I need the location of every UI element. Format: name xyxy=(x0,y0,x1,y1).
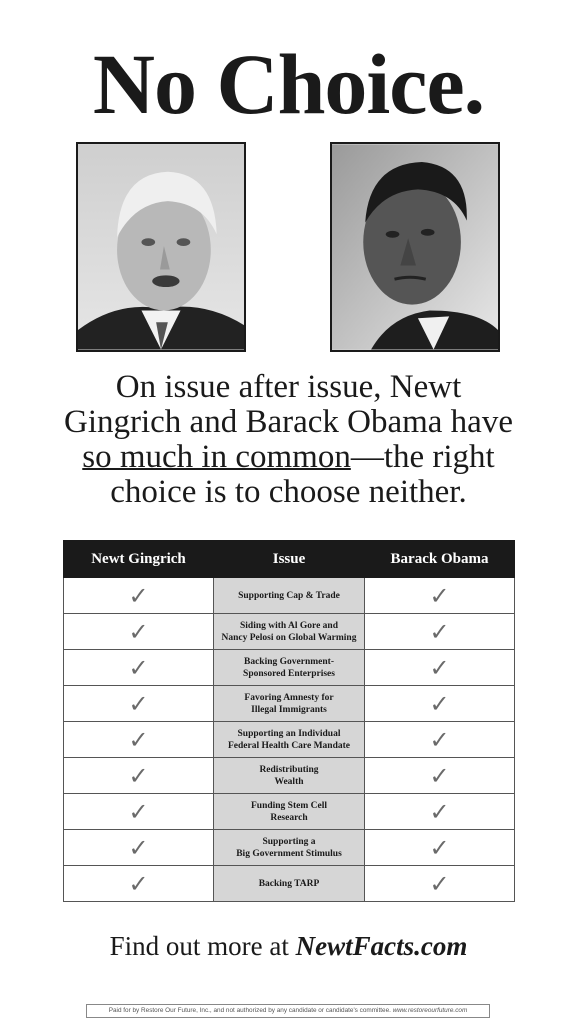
comparison-table xyxy=(63,540,515,902)
tagline-line-4: choice is to choose neither. xyxy=(110,474,467,510)
obama-check-icon: ✓ xyxy=(365,578,515,614)
issue-cell xyxy=(214,614,365,650)
issue-cell xyxy=(214,650,365,686)
issue-line-2: Wealth xyxy=(274,776,304,787)
table-row xyxy=(64,722,515,758)
issue-cell xyxy=(214,686,365,722)
issue-line-1: Backing Government- xyxy=(244,656,334,667)
obama-check-icon: ✓ xyxy=(365,758,515,794)
table-row xyxy=(64,830,515,866)
issue-cell xyxy=(214,722,365,758)
issue-cell xyxy=(214,578,365,614)
paid-for-disclaimer xyxy=(86,1004,490,1018)
issue-line-2: Research xyxy=(270,812,308,823)
portrait-left-image xyxy=(78,144,244,350)
header-barack-obama: Barack Obama xyxy=(365,541,515,578)
table-row xyxy=(64,758,515,794)
gingrich-check-icon: ✓ xyxy=(64,830,214,866)
obama-check-icon: ✓ xyxy=(365,614,515,650)
photo-barack-obama xyxy=(330,142,500,352)
table-row xyxy=(64,614,515,650)
issue-line-1: Supporting an Individual xyxy=(237,728,341,739)
cta-website: NewtFacts.com xyxy=(295,931,468,961)
issue-line-1: Redistributing xyxy=(259,764,319,775)
gingrich-check-icon: ✓ xyxy=(64,722,214,758)
obama-check-icon: ✓ xyxy=(365,722,515,758)
tagline xyxy=(28,370,549,510)
tagline-line-2: Gingrich and Barack Obama have xyxy=(64,404,513,440)
gingrich-check-icon: ✓ xyxy=(64,686,214,722)
tagline-after-underline: —the right xyxy=(350,439,495,475)
gingrich-check-icon: ✓ xyxy=(64,758,214,794)
issue-line-1: Supporting Cap & Trade xyxy=(238,590,340,601)
issue-line-2: Illegal Immigrants xyxy=(251,704,327,715)
header-issue: Issue xyxy=(214,541,365,578)
headline: No Choice. xyxy=(92,36,485,132)
disclaimer-website: www.restoreourfuture.com xyxy=(392,1007,468,1014)
table-row xyxy=(64,578,515,614)
issue-line-1: Supporting a xyxy=(262,836,316,847)
cta-prefix: Find out more at xyxy=(109,931,296,961)
call-to-action xyxy=(0,928,577,964)
obama-check-icon: ✓ xyxy=(365,830,515,866)
issue-line-2: Big Government Stimulus xyxy=(236,848,342,859)
tagline-underlined: so much in common xyxy=(82,439,351,475)
issue-cell xyxy=(214,866,365,902)
table-row xyxy=(64,686,515,722)
issue-line-1: Favoring Amnesty for xyxy=(244,692,334,703)
obama-check-icon: ✓ xyxy=(365,650,515,686)
obama-check-icon: ✓ xyxy=(365,686,515,722)
gingrich-check-icon: ✓ xyxy=(64,578,214,614)
issue-line-2: Sponsored Enterprises xyxy=(243,668,335,679)
table-row xyxy=(64,650,515,686)
header-newt-gingrich: Newt Gingrich xyxy=(64,541,214,578)
table-header-row xyxy=(64,541,515,578)
gingrich-check-icon: ✓ xyxy=(64,650,214,686)
issue-cell xyxy=(214,794,365,830)
disclaimer-text: Paid for by Restore Our Future, Inc., and not authorized by any candidate or candidate's committee. xyxy=(108,1007,393,1014)
issue-line-1: Funding Stem Cell xyxy=(250,800,327,811)
portrait-right-image xyxy=(332,144,498,350)
table-row xyxy=(64,866,515,902)
issue-line-1: Siding with Al Gore and xyxy=(239,620,339,631)
issue-cell xyxy=(214,758,365,794)
table-row xyxy=(64,794,515,830)
obama-check-icon: ✓ xyxy=(365,866,515,902)
issue-line-2: Nancy Pelosi on Global Warming xyxy=(221,632,357,643)
issue-cell xyxy=(214,830,365,866)
tagline-line-1: On issue after issue, Newt xyxy=(115,369,462,405)
gingrich-check-icon: ✓ xyxy=(64,614,214,650)
gingrich-check-icon: ✓ xyxy=(64,794,214,830)
issue-line-1: Backing TARP xyxy=(258,878,320,889)
gingrich-check-icon: ✓ xyxy=(64,866,214,902)
obama-check-icon: ✓ xyxy=(365,794,515,830)
photo-newt-gingrich xyxy=(76,142,246,352)
issue-line-2: Federal Health Care Mandate xyxy=(228,740,350,751)
